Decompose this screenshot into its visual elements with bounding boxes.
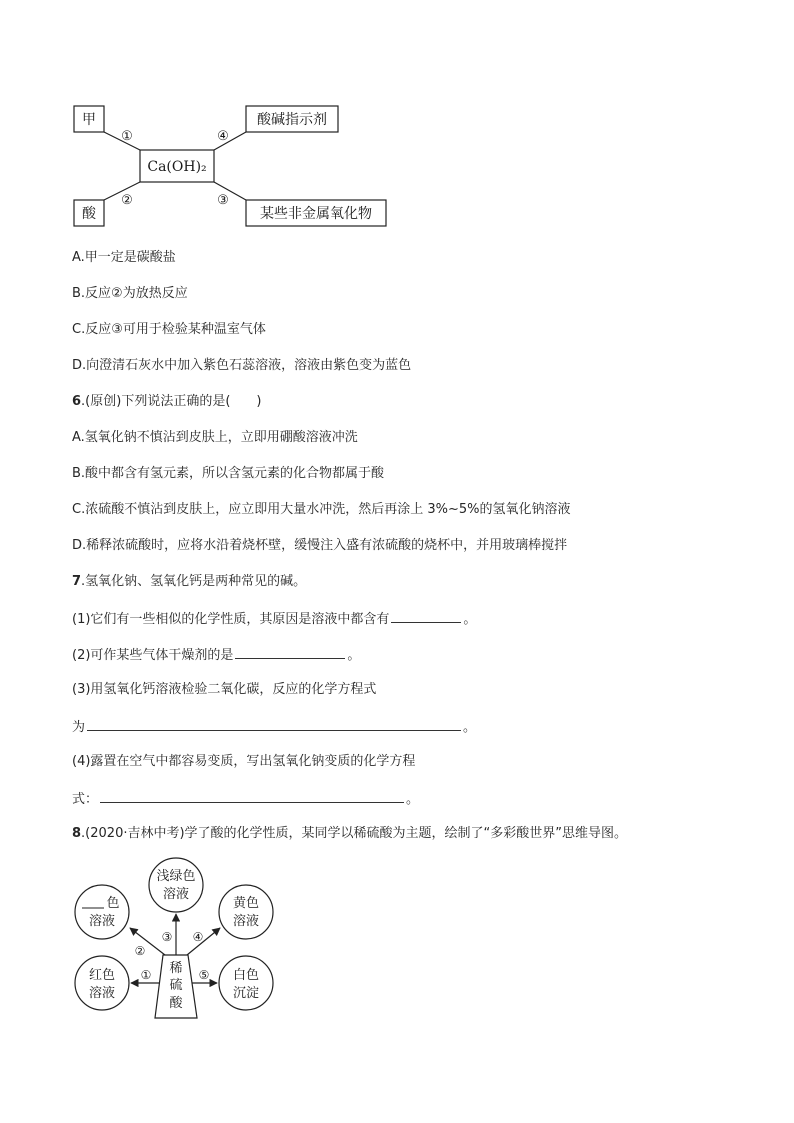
label-indicator: 酸碱指示剂 [257,112,327,128]
q7-blank-3[interactable] [87,718,461,731]
q7-part-2-end: 。 [347,648,361,663]
q7-part-1-end: 。 [463,612,477,627]
label-acid: 酸 [82,206,96,222]
q7-part-3-answer [72,718,476,736]
q7-part-4-prefix: 式： [72,792,99,807]
q7-stem [72,574,306,590]
q7-number: 7 [72,574,82,589]
top-circle-line-1: 浅绿色 [156,869,196,884]
lower-left-circle-line-1: 红色 [88,968,116,983]
label-nonmetal-oxide: 某些非金属氧化物 [260,206,372,222]
lower-left-circle-line-2: 溶液 [88,986,116,1001]
q6-number: 6 [72,394,82,409]
q6-option-b: B.酸中都含有氢元素，所以含氢元素的化合物都属于酸 [72,466,385,481]
number-1: ① [121,129,133,144]
q8-number: 8 [72,826,82,841]
upper-left-circle-line-2: 溶液 [88,914,116,929]
q7-blank-2[interactable] [235,646,345,659]
number-2: ② [121,193,133,208]
q6-option-c: C.浓硫酸不慎沾到皮肤上，应立即用大量水冲洗，然后再涂上 3%~5%的氢氧化钠溶液 [72,502,571,517]
q7-part-1-text: (1)它们有一些相似的化学性质，其原因是溶液中都含有 [72,612,390,627]
q7-part-3: (3)用氢氧化钙溶液检验二氧化碳，反应的化学方程式 [72,682,377,697]
number-1: ① [140,968,152,982]
sulfuric-acid-mind-map [70,855,290,1025]
q8-stem-text: .(2020·吉林中考)学了酸的化学性质，某同学以稀硫酸为主题，绘制了“多彩酸世界”思维导图。 [81,826,628,841]
top-circle-line-2: 溶液 [162,887,190,902]
q8-stem [72,826,627,842]
q5-option-d: D.向澄清石灰水中加入紫色石蕊溶液，溶液由紫色变为蓝色 [72,358,412,373]
q6-option-a: A.氢氧化钠不慎沾到皮肤上，立即用硼酸溶液冲洗 [72,430,358,445]
q7-blank-1[interactable] [391,610,461,623]
number-5: ⑤ [198,968,210,982]
label-jia: 甲 [82,112,96,128]
number-3: ③ [161,930,173,944]
center-label-line-1: 稀 [169,961,183,976]
lower-right-circle-line-2: 沉淀 [232,986,260,1001]
lower-right-circle-line-1: 白色 [232,968,260,983]
upper-left-circle-line-1: 色 [106,896,120,911]
circle-lower-left [75,956,129,1010]
q6-stem [72,394,261,410]
label-center: Ca(OH)₂ [147,159,207,175]
q6-stem-text: .(原创)下列说法正确的是( ) [81,394,262,409]
q7-part-3-prefix: 为 [72,720,86,735]
number-3: ③ [217,193,229,208]
q7-blank-4[interactable] [100,790,404,803]
center-label-line-3: 酸 [169,996,183,1011]
q7-part-1 [72,610,476,628]
center-label-line-2: 硫 [169,978,183,993]
q5-option-a: A.甲一定是碳酸盐 [72,250,176,265]
q7-part-3-end: 。 [463,720,477,735]
number-4: ④ [217,129,229,144]
circle-top [149,858,203,912]
q5-option-b: B.反应②为放热反应 [72,286,188,301]
caoh2-reaction-diagram [70,100,400,235]
q7-part-2 [72,646,360,664]
upper-right-circle-line-1: 黄色 [232,896,260,911]
number-4: ④ [192,930,204,944]
number-2: ② [134,944,146,958]
circle-upper-left [75,885,129,939]
q7-part-4-answer [72,790,419,808]
q7-stem-text: .氢氧化钠、氢氧化钙是两种常见的碱。 [81,574,307,589]
q6-option-d: D.稀释浓硫酸时，应将水沿着烧杯壁，缓慢注入盛有浓硫酸的烧杯中，并用玻璃棒搅拌 [72,538,568,553]
q7-part-2-text: (2)可作某些气体干燥剂的是 [72,648,234,663]
q7-part-4-end: 。 [406,792,420,807]
circle-lower-right [219,956,273,1010]
q7-part-4: (4)露置在空气中都容易变质，写出氢氧化钠变质的化学方程 [72,754,416,769]
upper-right-circle-line-2: 溶液 [232,914,260,929]
q5-option-c: C.反应③可用于检验某种温室气体 [72,322,266,337]
circle-upper-right [219,885,273,939]
